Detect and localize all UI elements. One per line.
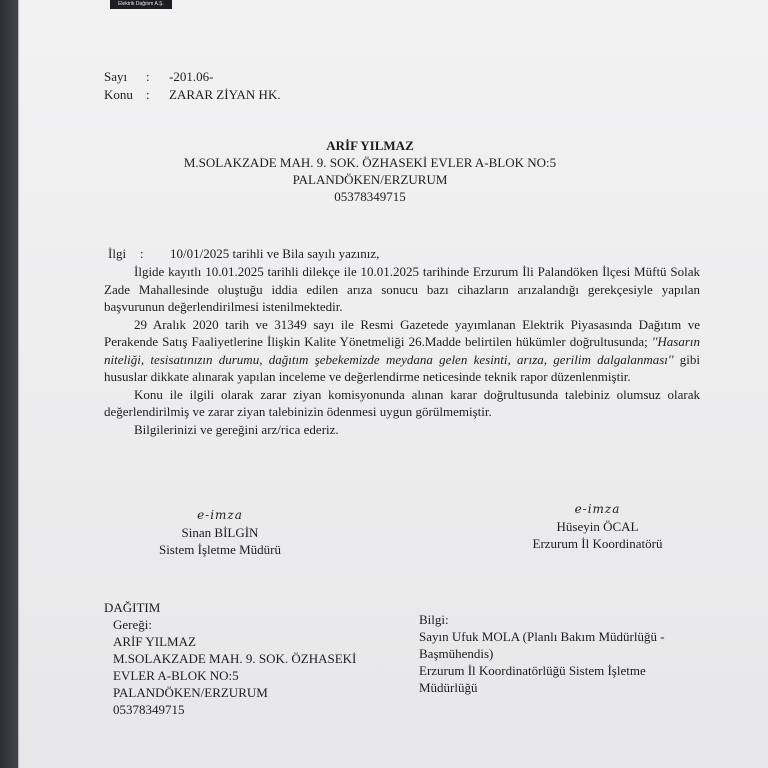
recipient-phone: 05378349715 xyxy=(334,189,406,204)
gereği-list xyxy=(113,633,356,718)
konu-label: Konu xyxy=(104,87,133,102)
signer-left-name: Sinan BİLGİN xyxy=(181,525,259,540)
signature-left xyxy=(140,507,300,558)
gereği-line: ARİF YILMAZ xyxy=(113,634,196,649)
paragraph-1: İlgide kayıtlı 10.01.2025 tarihli dilekçe ile 10.01.2025 tarihinde Erzurum İli Palandöken İlçesi Müftü Solak Zade Mahallesinde oluştuğu iddia edilen arıza sonucu bazı cihazların arızalandığı gerekçesiyle yapılan başvurunun değerlendirilmesi istenilmektedir. xyxy=(104,264,700,314)
gereği-label: Gereği: xyxy=(113,617,152,632)
bilgi-line: Erzurum İl Koordinatörlüğü Sistem İşletme xyxy=(419,663,646,678)
recipient-block xyxy=(160,137,580,205)
e-imza-right: e-imza xyxy=(574,502,621,516)
recipient-address-line2: PALANDÖKEN/ERZURUM xyxy=(292,172,448,187)
ilgi-colon: : xyxy=(140,246,144,261)
bilgi-list xyxy=(419,628,665,696)
company-logo: Elektrik Dağıtım A.Ş. xyxy=(110,0,172,9)
paragraph-2 xyxy=(104,316,700,386)
ilgi-value: 10/01/2025 tarihli ve Bila sayılı yazınız, xyxy=(170,246,380,261)
signature-right xyxy=(505,501,690,552)
gereği-line: 05378349715 xyxy=(113,702,185,717)
signer-right-name: Hüseyin ÖCAL xyxy=(556,519,639,534)
bilgi-line: Başmühendis) xyxy=(419,646,494,661)
bilgi-label: Bilgi: xyxy=(419,612,449,627)
letter-body xyxy=(104,263,700,438)
gereği-line: M.SOLAKZADE MAH. 9. SOK. ÖZHASEKİ xyxy=(113,651,357,666)
sayi-colon: : xyxy=(146,69,150,84)
sayi-value: -201.06- xyxy=(169,69,214,84)
konu-colon: : xyxy=(146,87,150,102)
paragraph-2-quote: ''Hasarın niteliği, tesisatınızın durumu, dağıtım şebekemizde meydana gelen kesinti, arıza, gerilim dalgalanması'' xyxy=(104,334,701,367)
ilgi-label: İlgi xyxy=(108,246,127,261)
gereği-line: PALANDÖKEN/ERZURUM xyxy=(113,685,268,700)
bilgi-line: Müdürlüğü xyxy=(419,680,478,695)
paragraph-2-intro: 29 Aralık 2020 tarih ve 31349 sayı ile Resmi Gazetede yayımlanan Elektrik Piyasasında Dağıtım ve Perakende Satış Faaliyetlerine İlişkin Kalite Yönetmeliği 26.Madde belirtilen hükümler doğrultusunda; xyxy=(104,316,700,349)
paragraph-3: Konu ile ilgili olarak zarar ziyan komisyonunda alınan karar doğrultusunda talebiniz olumsuz olarak değerlendirilmiş ve zarar ziyan talebinizin ödenmesi uygun görülmemiştir. xyxy=(104,386,700,419)
konu-value: ZARAR ZİYAN HK. xyxy=(169,87,281,102)
e-imza-left: e-imza xyxy=(197,508,243,522)
sayi-label: Sayı xyxy=(104,69,128,84)
signer-left-title: Sistem İşletme Müdürü xyxy=(158,542,282,557)
gereği-line: EVLER A-BLOK NO:5 xyxy=(113,668,239,683)
distribution-heading: DAĞITIM xyxy=(104,600,161,615)
recipient-name: ARİF YILMAZ xyxy=(326,138,414,153)
paragraph-2-end: gibi hususlar dikkate alınarak yapılan inceleme ve değerlendirme neticesinde teknik rapor düzenlenmiştir. xyxy=(104,351,700,384)
bilgi-line: Sayın Ufuk MOLA (Planlı Bakım Müdürlüğü - xyxy=(419,629,665,644)
closing-sentence: Bilgilerinizi ve gereğini arz/rica ederiz. xyxy=(134,421,339,437)
recipient-address-line1: M.SOLAKZADE MAH. 9. SOK. ÖZHASEKİ EVLER A-BLOK NO:5 xyxy=(183,155,557,170)
signer-right-title: Erzurum İl Koordinatörü xyxy=(532,536,663,551)
